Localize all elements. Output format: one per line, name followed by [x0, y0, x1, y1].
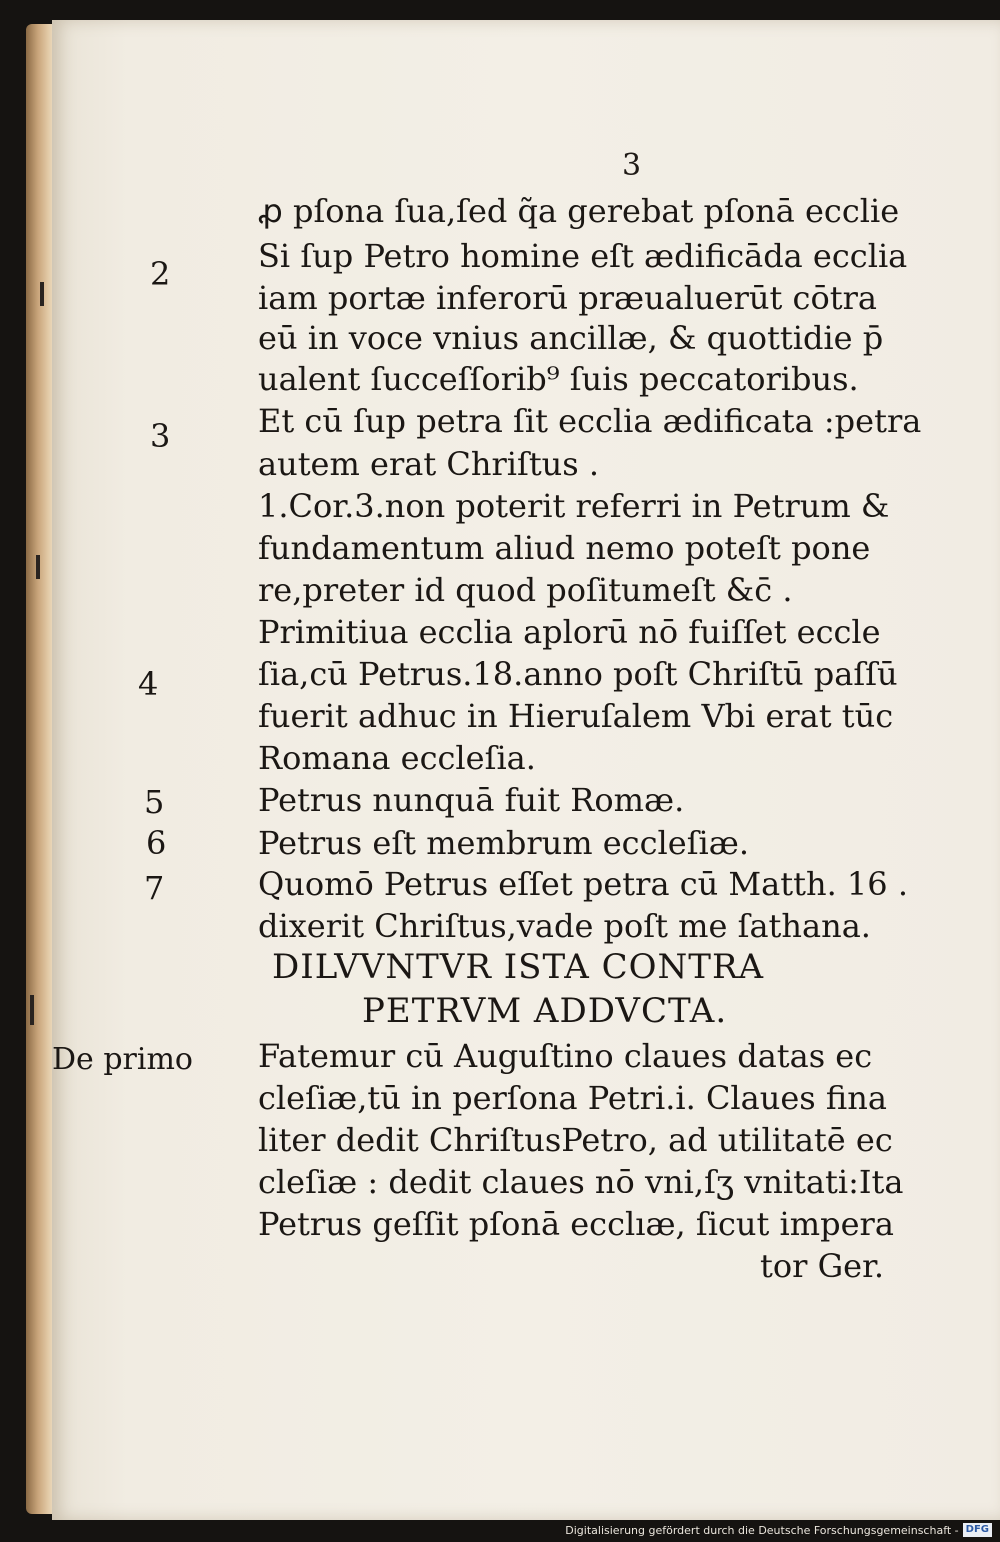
text-line: autem erat Chriſtus .: [258, 445, 600, 483]
text-line: dixerit Chriſtus,vade poſt me ſathana.: [258, 907, 871, 945]
text-line: fuerit adhuc in Hieruſalem Vbi erat tūc: [258, 697, 894, 735]
text-line: 1.Cor.3.non poterit referri in Petrum &: [258, 487, 890, 525]
side-note: De primo: [52, 1042, 193, 1077]
text-line: Primitiua ecclia aplorū nō fuiſſet eccle: [258, 613, 881, 651]
text-line: tor Ger.: [760, 1247, 885, 1285]
text-line: Quomō Petrus eſſet petra cū Matth. 16 .: [258, 865, 908, 903]
verse-number: 5: [144, 783, 165, 821]
text-line: Romana eccleſia.: [258, 739, 536, 777]
text-line: ualent ſucceſſorib⁹ ſuis peccatoribus.: [258, 360, 859, 398]
margin-mark: [36, 555, 40, 579]
text-line: Et cū ſup petra ſit ecclia ædificata :petra: [258, 402, 922, 440]
text-line: ſia,cū Petrus.18.anno poſt Chriſtū paſſū: [258, 655, 898, 693]
text-line: cleſiæ,tū in perſona Petri.i. Claues fina: [258, 1079, 887, 1117]
text-line: Petrus nunquā fuit Romæ.: [258, 781, 685, 819]
text-line: Si ſup Petro homine eſt ædificāda ecclia: [258, 237, 908, 275]
section-heading: PETRVM ADDVCTA.: [362, 991, 728, 1031]
text-line: liter dedit ChriſtusPetro, ad utilitatē ec: [258, 1121, 893, 1159]
page-number: 3: [622, 148, 642, 183]
verse-number: 6: [146, 824, 167, 862]
text-line: iam portæ inferorū præualuerūt cōtra: [258, 279, 877, 317]
margin-mark: [30, 995, 34, 1025]
verse-number: 3: [150, 417, 171, 455]
text-line: Fatemur cū Auguſtino claues datas ec: [258, 1037, 873, 1075]
text-line: fundamentum aliud nemo poteſt pone: [258, 529, 871, 567]
text-line: re,preter id quod poſitumeſt &c̄ .: [258, 571, 793, 609]
dfg-logo: DFG: [963, 1523, 992, 1537]
digitization-credit: [565, 1523, 992, 1537]
text-line: Petrus geſſit pſonā ecclıæ, ſicut impera: [258, 1205, 894, 1243]
margin-mark: [40, 282, 44, 306]
text-line: cleſiæ : dedit claues nō vni,ſʒ vnitati:Ita: [258, 1163, 904, 1201]
text-line: eū in voce vnius ancillæ, & quottidie p̄: [258, 319, 884, 357]
verse-number: 7: [144, 869, 165, 907]
verse-number: 4: [138, 665, 159, 703]
text-line: Petrus eſt membrum eccleſiæ.: [258, 824, 750, 862]
credit-text: Digitalisierung gefördert durch die Deutsche Forschungsgemeinschaft -: [565, 1523, 959, 1537]
verse-number: 2: [150, 255, 171, 293]
section-heading: DILVVNTVR ISTA CONTRA: [272, 947, 765, 987]
text-line: ꝓ pſona ſua,ſed q̃a gerebat pſonā ecclie: [258, 192, 900, 230]
